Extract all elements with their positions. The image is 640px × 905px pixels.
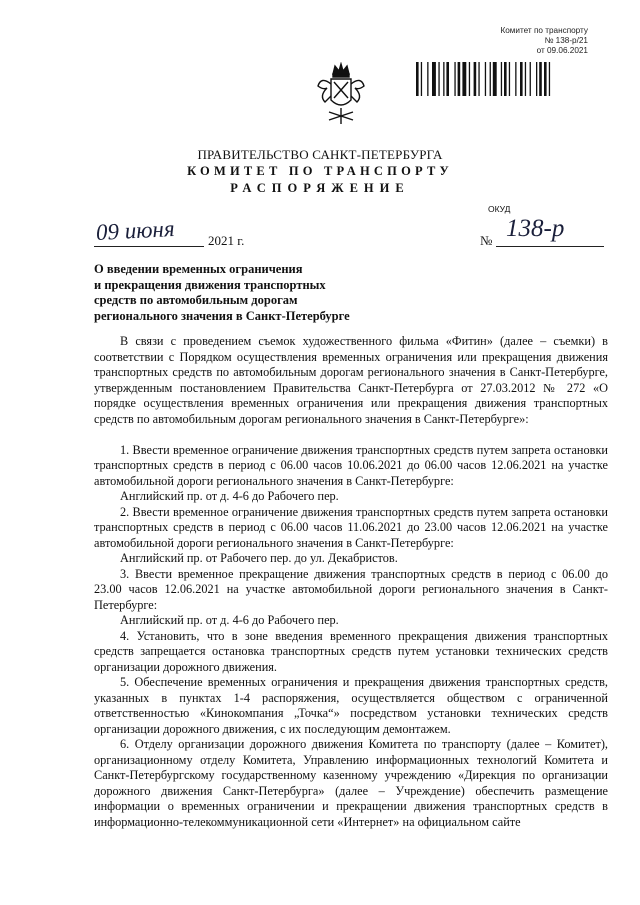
stamp-line-3: от 09.06.2021	[536, 46, 588, 55]
committee-title: КОМИТЕТ ПО ТРАНСПОРТУ	[187, 164, 453, 178]
number-label: №	[480, 233, 493, 248]
clause-2: 2. Ввести временное ограничение движения транспортных средств путем запрета остановки транспортных средств в период с 06.00 часов 11.06.2021 до 23.00 часов 12.06.2021 на участке автомобильной дороги регионального значения в Санкт-Петербурге:	[94, 504, 608, 550]
subject-line: и прекращения движения транспортных	[94, 277, 326, 292]
clause-1: 1. Ввести временное ограничение движения транспортных средств путем запрета остановки транспортных средств в период с 06.00 часов 10.06.2021 до 06.00 часов 12.06.2021 на участке автомобильной дороги регионального значения в Санкт-Петербурге:	[94, 442, 608, 488]
clause-4: 4. Установить, что в зоне введения временного прекращения движения транспортных средств запрещается остановка транспортных средств путем установки технических средств организации дорожного движения.	[94, 628, 608, 674]
okud-label: ОКУД	[488, 204, 511, 214]
handwritten-number: 138-р	[506, 215, 565, 242]
handwritten-date: 09 июня	[95, 215, 176, 246]
clause-1-location: Английский пр. от д. 4-6 до Рабочего пер.	[120, 489, 339, 503]
coat-of-arms-icon	[315, 62, 367, 126]
date-year: 2021 г.	[208, 233, 245, 248]
subject-line: регионального значения в Санкт-Петербурге	[94, 308, 350, 323]
subject-line: О введении временных ограничения	[94, 262, 303, 276]
document-type: РАСПОРЯЖЕНИЕ	[230, 181, 410, 195]
document-body	[94, 334, 608, 830]
government-title: ПРАВИТЕЛЬСТВО САНКТ-ПЕТЕРБУРГА	[197, 147, 443, 162]
subject-line: средств по автомобильным дорогам	[94, 293, 298, 307]
registration-stamp	[468, 26, 588, 56]
document-subject	[94, 262, 354, 324]
clause-6: 6. Отделу организации дорожного движения Комитета по транспорту (далее – Комитет), организационному отделу Комитета, Управлению информационных технологий Комитета и Санкт-Петербургскому государственному казенному учреждению «Дирекция по организации дорожного движения Санкт-Петербурга» (далее – Учреждение) обеспечить размещение информации о временных ограничении и прекращении движения транспортных средств в информационно-телекоммуникационной сети «Интернет» на официальном сайте	[94, 737, 608, 829]
clause-3: 3. Ввести временное прекращение движения транспортных средств в период с 06.00 до 23.00 часов 12.06.2021 на участке автомобильной дороги регионального значения в Санкт-Петербурге:	[94, 566, 608, 612]
clause-3-location: Английский пр. от д. 4-6 до Рабочего пер.	[120, 613, 339, 627]
barcode-image	[416, 62, 614, 96]
stamp-line-1: Комитет по транспорту	[500, 26, 588, 35]
preamble-paragraph: В связи с проведением съемок художественного фильма «Фитин» (далее – съемки) в соответствии с Порядком осуществления временных ограничения или прекращения движения транспортных средств по автомобильным дорогам регионального значения в Санкт-Петербурге, утвержденным постановлением Правительства Санкт-Петербурга от 27.03.2012 № 272 «О порядке осуществления временных ограничения или прекращения движения транспортных средств по автомобильным дорогам регионального значения в Санкт-Петербурге»:	[94, 334, 608, 426]
clause-5: 5. Обеспечение временных ограничения и прекращения движения транспортных средств, указанных в пунктах 1-4 распоряжения, осуществляется обществом с ограниченной ответственностью «Кинокомпания „Точка“» посредством установки технических средств организации дорожного движения, с их последующим демонтажем.	[94, 675, 608, 736]
stamp-line-2: № 138-р/21	[544, 36, 588, 45]
clause-2-location: Английский пр. от Рабочего пер. до ул. Декабристов.	[120, 551, 398, 565]
